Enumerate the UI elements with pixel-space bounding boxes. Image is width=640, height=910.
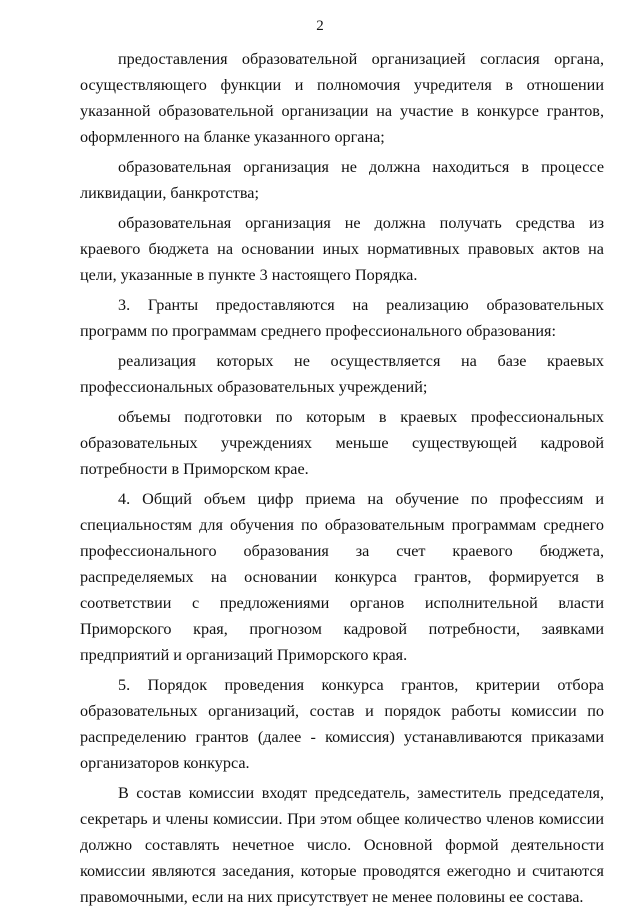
- paragraph-section-4: 4. Общий объем цифр приема на обучение по профессиям и специальностям для обучения по образовательным программам среднего профессионального образования за счет краевого бюджета, распределяемых на основании конкурса грантов, формируется в соответствии с предложениями органов исполнительной власти Приморского края, прогнозом кадровой потребности, заявками предприятий и организаций Приморского края.: [80, 490, 604, 664]
- paragraph-no-other-funding: образовательная организация не должна получать средства из краевого бюджета на основании иных нормативных правовых актов на цели, указанные в пункте 3 настоящего Порядка.: [80, 214, 604, 284]
- paragraph-no-liquidation: образовательная организация не должна находиться в процессе ликвидации, банкротства;: [80, 158, 604, 202]
- paragraph-not-implemented: реализация которых не осуществляется на базе краевых профессиональных образовательных учреждений;: [80, 352, 604, 396]
- document-body: [80, 46, 604, 910]
- paragraph-section-3: 3. Гранты предоставляются на реализацию образовательных программ по программам среднего профессионального образования:: [80, 296, 604, 340]
- page-number: 2: [316, 18, 324, 34]
- paragraph-consent: предоставления образовательной организацией согласия органа, осуществляющего функции и полномочия учредителя в отношении указанной образовательной организации на участие в конкурсе грантов, оформленного на бланке указанного органа;: [80, 50, 604, 146]
- paragraph-training-volumes: объемы подготовки по которым в краевых профессиональных образовательных учреждениях меньше существующей кадровой потребности в Приморском крае.: [80, 408, 604, 478]
- paragraph-section-5: 5. Порядок проведения конкурса грантов, критерии отбора образовательных организаций, состав и порядок работы комиссии по распределению грантов (далее - комиссия) устанавливаются приказами организаторов конкурса.: [80, 676, 604, 772]
- paragraph-commission-composition: В состав комиссии входят председатель, заместитель председателя, секретарь и члены комиссии. При этом общее количество членов комиссии должно составлять нечетное число. Основной формой деятельности комиссии являются заседания, которые проводятся ежегодно и считаются правомочными, если на них присутствует не менее половины ее состава.: [80, 784, 604, 906]
